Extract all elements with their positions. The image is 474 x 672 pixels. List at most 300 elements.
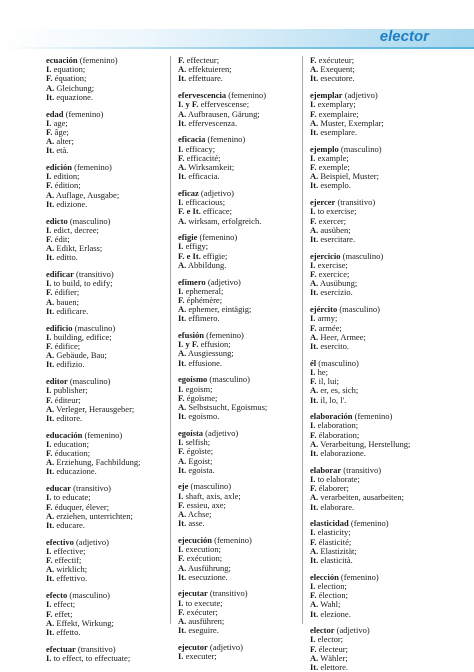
language-code: It. — [310, 501, 319, 512]
language-code: I. — [46, 599, 52, 610]
translation-text: Exequent; — [320, 64, 355, 75]
translation-text: efficace; — [202, 206, 233, 217]
column-3 — [310, 55, 434, 672]
language-code: A. — [178, 348, 187, 359]
headword: ejercer — [310, 197, 336, 208]
headword: eficacia — [178, 134, 206, 145]
translation-line — [46, 253, 164, 262]
translation-text: elaboration; — [317, 420, 359, 431]
dictionary-entry — [178, 429, 296, 475]
translation-text: shaft, axis, axle; — [185, 490, 241, 501]
translation-text: Selbstsucht, Egoismus; — [188, 402, 268, 412]
translation-line — [46, 467, 164, 476]
translation-text: éduquer, élever; — [54, 501, 110, 512]
translation-text: effettivo. — [56, 573, 88, 584]
translation-text: esercizio. — [320, 287, 353, 298]
translation-text: exercice; — [318, 269, 350, 280]
translation-text: armée; — [318, 322, 342, 333]
headword: él — [310, 357, 317, 368]
language-code: It. — [178, 464, 187, 475]
language-code: F. — [310, 55, 317, 65]
translation-line — [178, 626, 296, 635]
language-code: F. — [46, 448, 53, 459]
language-code: F. — [46, 126, 53, 137]
translation-text: électeur; — [318, 643, 348, 654]
language-code: F. — [310, 590, 317, 601]
translation-text: effective; — [53, 545, 86, 556]
translation-text: age; — [53, 117, 68, 128]
translation-text: elaborare. — [320, 501, 355, 512]
language-code: I. — [46, 545, 52, 556]
dictionary-entry — [46, 377, 164, 423]
column-divider — [170, 56, 171, 624]
language-code: A. — [46, 189, 55, 200]
headword: efectivo — [46, 536, 74, 547]
headword: efectuar — [46, 643, 76, 654]
language-code: A. — [310, 438, 319, 449]
translation-line — [178, 412, 296, 421]
translation-text: election; — [317, 580, 347, 591]
translation-line — [46, 574, 164, 583]
translation-text: Egoist; — [188, 455, 213, 466]
headword: ejercicio — [310, 250, 341, 261]
dictionary-entry — [178, 331, 296, 368]
translation-text: er, es, sich; — [320, 385, 359, 396]
language-code: I. — [46, 224, 52, 235]
language-code: A. — [310, 545, 319, 556]
language-code: A. — [178, 616, 187, 627]
language-code: F. — [178, 553, 185, 564]
translation-text: édifier; — [54, 287, 80, 298]
language-code: I. — [46, 278, 52, 289]
translation-text: building, edifice; — [53, 331, 112, 342]
headword: eficaz — [178, 187, 199, 198]
dictionary-entry — [46, 270, 164, 316]
translation-text: egoista. — [188, 464, 215, 475]
dictionary-entry — [46, 217, 164, 263]
translation-line — [178, 217, 296, 226]
language-code: A. — [46, 82, 55, 93]
headword: edificio — [46, 322, 73, 333]
part-of-speech: (femenino) — [65, 108, 104, 119]
headword: ejemplar — [310, 90, 343, 101]
translation-text: ausüben; — [320, 224, 351, 235]
language-code: F. e It. — [178, 206, 201, 217]
language-code: I. — [46, 652, 52, 663]
translation-text: effectif; — [54, 555, 82, 566]
language-code: F. — [310, 162, 317, 173]
dictionary-entry — [310, 91, 428, 137]
part-of-speech: (adjetivo) — [75, 536, 110, 547]
translation-text: Abbildung. — [187, 259, 227, 270]
language-code: F. — [178, 294, 185, 305]
translation-text: età. — [56, 145, 69, 156]
translation-text: effect; — [53, 599, 76, 610]
language-code: I. — [178, 143, 184, 154]
headword: edición — [46, 162, 72, 173]
language-code: A. — [46, 564, 55, 575]
translation-text: Elastizität; — [320, 545, 357, 556]
part-of-speech: (femenino) — [350, 518, 389, 529]
translation-text: Achse; — [187, 509, 212, 520]
language-code: It. — [310, 287, 319, 298]
language-code: A. — [178, 402, 187, 412]
translation-text: Gleichung; — [56, 82, 95, 93]
language-code: It. — [310, 180, 319, 191]
translation-text: Ausgiessung; — [187, 348, 234, 359]
language-code: F. — [46, 73, 53, 84]
translation-line — [310, 396, 428, 405]
translation-text: esecuzione. — [188, 571, 228, 582]
language-code: F. — [46, 555, 53, 566]
language-code: A. — [46, 296, 55, 307]
dictionary-entry — [178, 643, 296, 661]
translation-text: egoismo. — [188, 411, 220, 422]
language-code: F. — [46, 608, 53, 619]
translation-text: edificare. — [56, 305, 89, 316]
column-divider — [302, 56, 303, 624]
translation-text: editore. — [56, 412, 83, 423]
dictionary-entry — [310, 252, 428, 298]
language-code: I. — [46, 171, 52, 182]
dictionary-entry — [310, 466, 428, 512]
dictionary-entry — [46, 324, 164, 370]
translation-text: efficacious; — [185, 197, 226, 208]
translation-text: éphémère; — [186, 294, 223, 305]
translation-text: esemplare. — [320, 126, 357, 137]
dictionary-entry — [310, 573, 428, 619]
part-of-speech: (femenino) — [199, 232, 238, 243]
translation-text: to elaborate; — [317, 473, 360, 484]
translation-text: Auflage, Ausgabe; — [55, 189, 120, 200]
translation-text: exécuter; — [186, 606, 218, 617]
translation-text: Aufbrausen, Gärung; — [187, 108, 260, 119]
translation-text: esemplo. — [320, 180, 351, 191]
dictionary-entry — [46, 56, 164, 102]
language-code: A. — [178, 304, 187, 315]
translation-line — [46, 200, 164, 209]
language-code: It. — [178, 171, 187, 182]
translation-line — [178, 119, 296, 128]
headword: efímero — [178, 276, 206, 287]
language-code: It. — [310, 394, 319, 405]
translation-text: Verarbeitung, Herstellung; — [320, 438, 411, 449]
translation-line — [178, 74, 296, 83]
language-code: A. — [310, 117, 319, 128]
language-code: I. y F. — [178, 99, 199, 110]
language-code: It. — [178, 571, 187, 582]
language-code: I. — [310, 634, 316, 645]
language-code: It. — [46, 412, 55, 423]
headword: editor — [46, 376, 68, 387]
translation-text: exercise; — [317, 259, 348, 270]
headword: edificar — [46, 269, 74, 280]
language-code: A. — [310, 171, 319, 182]
language-code: It. — [178, 117, 187, 128]
part-of-speech: (femenino) — [354, 411, 393, 422]
language-code: It. — [46, 91, 55, 102]
translation-text: esercitare. — [320, 233, 356, 244]
language-code: It. — [310, 340, 319, 351]
translation-text: exécution; — [186, 553, 223, 564]
language-code: F. — [310, 269, 317, 280]
translation-text: édit; — [54, 233, 70, 244]
dictionary-entry — [46, 431, 164, 477]
headword: ejecución — [178, 534, 212, 545]
translation-text: exercer; — [318, 215, 347, 226]
language-code: A. — [310, 278, 319, 289]
translation-text: to build, to edify; — [53, 278, 113, 289]
dictionary-entry — [310, 56, 428, 84]
language-code: I. — [310, 152, 316, 163]
language-code: It. — [310, 662, 319, 672]
language-code: It. — [46, 519, 55, 530]
dictionary-entry — [310, 198, 428, 244]
dictionary-entry — [46, 538, 164, 584]
language-code: It. — [46, 626, 55, 637]
translation-text: erziehen, unterrichten; — [56, 510, 133, 521]
language-code: I. — [310, 206, 316, 217]
translation-text: ephemeral; — [185, 285, 224, 296]
translation-line — [46, 414, 164, 423]
translation-line — [178, 314, 296, 323]
language-code: It. — [178, 313, 187, 324]
language-code: A. — [178, 259, 187, 270]
translation-text: to educate; — [53, 492, 91, 503]
language-code: F. — [46, 394, 53, 405]
translation-text: effervescenza. — [188, 117, 238, 128]
language-code: I. — [46, 438, 52, 449]
language-code: F. — [46, 287, 53, 298]
language-code: I. — [310, 313, 316, 324]
translation-text: executer; — [185, 651, 217, 662]
translation-text: effecteur; — [186, 55, 220, 65]
language-code: It. — [310, 233, 319, 244]
translation-text: execution; — [185, 544, 221, 555]
translation-text: il, lo, l'. — [320, 394, 347, 405]
part-of-speech: (femenino) — [74, 162, 112, 173]
headword: efigie — [178, 232, 198, 243]
translation-text: equation; — [53, 64, 86, 75]
language-code: F. — [178, 152, 185, 163]
translation-text: ausführen; — [188, 616, 225, 627]
language-code: F. e It. — [178, 250, 201, 261]
translation-text: elasticity; — [317, 527, 351, 538]
language-code: F. — [310, 643, 317, 654]
language-code: F. — [46, 340, 53, 351]
dictionary-entry — [310, 519, 428, 565]
language-code: It. — [310, 448, 319, 459]
translation-text: effigy; — [185, 241, 209, 252]
language-code: It. — [46, 573, 55, 584]
language-code: I. — [178, 490, 184, 501]
language-code: It. — [178, 411, 187, 422]
language-code: A. — [178, 455, 187, 466]
translation-text: Erziehung, Fachbildung; — [56, 457, 141, 468]
translation-text: bauen; — [56, 296, 80, 307]
translation-line — [46, 628, 164, 637]
translation-text: Wahl; — [320, 599, 341, 610]
dictionary-entry — [178, 482, 296, 528]
language-code: I. — [46, 331, 52, 342]
translation-text: example; — [317, 152, 349, 163]
language-code: I. — [178, 651, 184, 662]
translation-line — [178, 519, 296, 528]
translation-text: Beispiel, Muster; — [320, 171, 379, 182]
translation-text: effusione. — [188, 357, 222, 368]
translation-text: élaboration; — [318, 429, 360, 440]
language-code: I. — [310, 99, 316, 110]
language-code: It. — [178, 73, 187, 84]
translation-text: élaborer; — [318, 483, 349, 494]
translation-text: Ausführung; — [187, 562, 231, 573]
dictionary-columns — [46, 55, 440, 672]
dictionary-entry — [310, 412, 428, 458]
part-of-speech: (masculino) — [318, 357, 359, 368]
language-code: F. — [310, 322, 317, 333]
translation-text: efficacité; — [186, 152, 221, 163]
headword: egoísta — [178, 427, 204, 438]
language-code: A. — [178, 64, 187, 75]
language-code: F. — [310, 429, 317, 440]
translation-text: effusion; — [200, 339, 231, 350]
translation-text: effetto. — [56, 626, 81, 637]
translation-line — [310, 74, 428, 83]
translation-text: edition; — [53, 171, 80, 182]
language-code: I. — [46, 117, 52, 128]
language-code: F. — [310, 108, 317, 119]
language-code: It. — [310, 73, 319, 84]
language-code: F. — [178, 606, 185, 617]
dictionary-entry — [178, 536, 296, 582]
language-code: I. — [178, 544, 184, 555]
translation-line — [310, 663, 428, 672]
translation-text: editto. — [56, 252, 78, 263]
headword: elaborar — [310, 464, 342, 475]
translation-text: edizione. — [56, 198, 88, 209]
translation-text: esercito. — [320, 340, 349, 351]
part-of-speech: (adjetivo) — [336, 625, 370, 636]
part-of-speech: (transitivo) — [337, 197, 376, 208]
language-code: A. — [310, 599, 319, 610]
translation-text: to execute; — [185, 597, 223, 608]
dictionary-entry — [46, 645, 164, 663]
translation-text: effettuare. — [188, 73, 223, 84]
translation-text: Gebäude, Bau; — [56, 350, 107, 361]
language-code: I. — [46, 492, 52, 503]
translation-text: equazione. — [56, 91, 93, 102]
part-of-speech: (femenino) — [84, 429, 123, 440]
language-code: It. — [178, 625, 187, 636]
translation-text: eseguire. — [188, 625, 219, 636]
dictionary-entry — [46, 484, 164, 530]
translation-text: équation; — [54, 73, 87, 84]
part-of-speech: (femenino) — [207, 134, 246, 145]
translation-text: elettore. — [320, 662, 348, 672]
language-code: I. — [310, 527, 316, 538]
part-of-speech: (masculino) — [69, 376, 111, 387]
language-code: I. — [310, 259, 316, 270]
translation-line — [310, 235, 428, 244]
dictionary-entry — [178, 189, 296, 226]
translation-text: âge; — [54, 126, 69, 137]
language-code: I. — [46, 64, 52, 75]
part-of-speech: (masculino) — [74, 322, 116, 333]
translation-text: edifizio. — [56, 359, 85, 370]
dictionary-entry — [178, 589, 296, 635]
dictionary-entry — [310, 305, 428, 351]
headword: edad — [46, 108, 64, 119]
translation-text: édition; — [54, 180, 81, 191]
translation-text: ephemer, eintägig; — [188, 304, 252, 315]
translation-text: edict, decree; — [53, 224, 99, 235]
part-of-speech: (femenino) — [206, 330, 244, 341]
translation-text: wirklich; — [56, 564, 88, 575]
dictionary-entry — [178, 135, 296, 181]
part-of-speech: (transitivo) — [75, 269, 114, 280]
dictionary-entry — [46, 110, 164, 156]
language-code: It. — [46, 466, 55, 477]
language-code: A. — [310, 385, 319, 396]
translation-text: esecutore. — [320, 73, 355, 84]
language-code: F. — [310, 376, 317, 387]
language-code: A. — [178, 509, 187, 520]
language-code: I. — [310, 473, 316, 484]
column-1 — [46, 55, 170, 663]
language-code: I. — [310, 580, 316, 591]
translation-line — [46, 146, 164, 155]
translation-text: elasticità. — [320, 555, 353, 566]
language-code: F. — [310, 536, 317, 547]
dictionary-entry — [310, 359, 428, 405]
header-rule — [0, 47, 474, 49]
language-code: F. — [178, 392, 185, 403]
translation-text: verarbeiten, ausarbeiten; — [320, 492, 404, 503]
translation-line — [178, 466, 296, 475]
translation-text: effigie; — [202, 250, 228, 261]
headword: educación — [46, 429, 83, 440]
translation-line — [310, 128, 428, 137]
dictionary-entry — [178, 91, 296, 128]
headword: ejemplo — [310, 143, 339, 154]
language-code: I. — [178, 285, 184, 296]
part-of-speech: (adjetivo) — [205, 427, 239, 438]
column-2 — [178, 55, 302, 662]
translation-text: army; — [317, 313, 338, 324]
language-code: F. — [46, 180, 53, 191]
part-of-speech: (adjetivo) — [344, 90, 378, 101]
translation-text: elector; — [317, 634, 344, 645]
translation-text: he; — [317, 366, 328, 377]
language-code: It. — [46, 198, 55, 209]
language-code: F. — [178, 55, 185, 65]
part-of-speech: (masculino) — [340, 143, 382, 154]
translation-text: elaborazione. — [320, 448, 366, 459]
language-code: A. — [310, 64, 319, 75]
translation-line — [310, 181, 428, 190]
language-code: I. — [46, 385, 52, 396]
language-code: A. — [46, 350, 55, 361]
headword: elaboración — [310, 411, 353, 422]
translation-text: exemplaire; — [318, 108, 359, 119]
language-code: F. — [178, 499, 185, 510]
translation-line — [310, 342, 428, 351]
translation-text: égoïsme; — [186, 392, 218, 403]
translation-text: alter; — [56, 136, 74, 147]
part-of-speech: (masculino) — [69, 590, 110, 601]
translation-line — [46, 654, 164, 663]
language-code: I. — [310, 420, 316, 431]
